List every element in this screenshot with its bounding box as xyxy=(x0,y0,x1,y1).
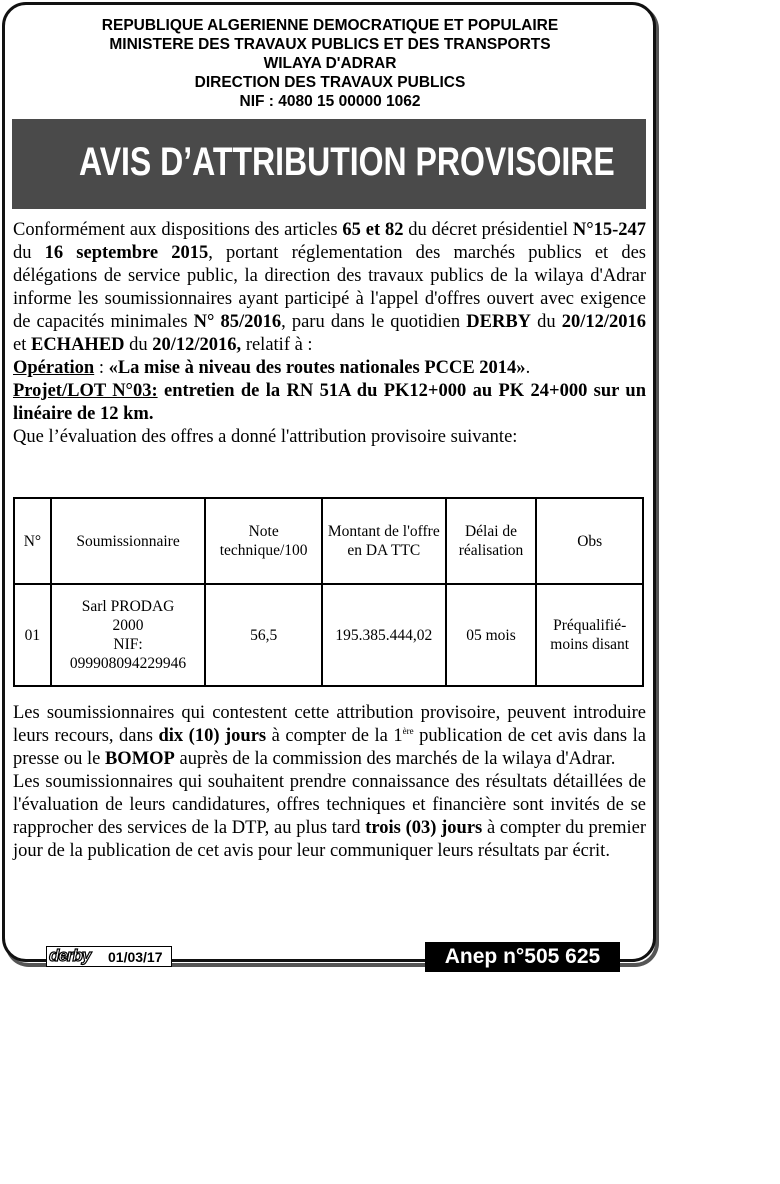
results-days: trois (03) jours xyxy=(365,818,483,838)
cell-amount: 195.385.444,02 xyxy=(322,584,446,686)
header-line-republic: REPUBLIQUE ALGERIENNE DEMOCRATIQUE ET POPULAIRE xyxy=(101,17,559,34)
results-text: à compter du premier jour de la publication de cet avis pour leur communiquer leurs résultats par écrit. xyxy=(13,818,646,861)
title-banner-text xyxy=(12,119,646,209)
col-header-amount: Montant de l'offre en DA TTC xyxy=(322,498,446,584)
recours-text: à compter de la 1 xyxy=(266,726,403,746)
intro-newspaper-1-date: 20/12/2016 xyxy=(561,312,647,332)
newspaper-stamp xyxy=(46,946,172,967)
operation-separator: : xyxy=(94,358,109,378)
recours-days: dix (10) jours xyxy=(158,726,267,746)
operation-value: «La mise à niveau des routes nationales PCCE 2014» xyxy=(108,358,526,378)
bidder-name: Sarl PRODAG xyxy=(81,598,175,615)
intro-text: Conformément aux dispositions des articles xyxy=(13,220,343,240)
intro-newspaper-2: ECHAHED xyxy=(30,335,125,355)
recours-bomop: BOMOP xyxy=(104,749,175,769)
cell-obs: Préqualifié-moins disant xyxy=(536,584,643,686)
intro-text: du décret présidentiel xyxy=(403,220,573,240)
intro-text: , portant réglementation des marchés publics et des délégations de service public, la direction des travaux publics de la wilaya d'Adrar informe les soumissionnaires ayant participé à l'appel d'offres ouvert avec exigence de capacités minimales xyxy=(13,243,646,332)
intro-paragraph xyxy=(13,219,646,449)
col-header-number: N° xyxy=(14,498,51,584)
header-line-ministry: MINISTERE DES TRAVAUX PUBLICS ET DES TRANSPORTS xyxy=(109,36,551,53)
bidder-nif-value: 099908094229946 xyxy=(69,655,187,672)
bidder-nif-label: NIF: xyxy=(113,636,143,653)
col-header-obs: Obs xyxy=(536,498,643,584)
results-text: Les soumissionnaires qui souhaitent prendre connaissance des résultats détaillées de l'évaluation de leurs candidatures, offres techniques et financière sont invités de se rapprocher des services de la DTP, au plus tard xyxy=(13,772,646,838)
cell-delay: 05 mois xyxy=(446,584,537,686)
cell-bidder xyxy=(51,584,206,686)
recours-text: Les soumissionnaires qui contestent cette attribution provisoire, peuvent introduire leurs recours, dans xyxy=(13,703,646,746)
col-header-bidder: Soumissionnaire xyxy=(51,498,206,584)
operation-label: Opération xyxy=(13,358,95,378)
evaluation-line: Que l’évaluation des offres a donné l'attribution provisoire suivante: xyxy=(13,427,518,447)
intro-decree-date: 16 septembre 2015 xyxy=(44,243,209,263)
header-line-direction: DIRECTION DES TRAVAUX PUBLICS xyxy=(194,74,466,91)
intro-newspaper-2-date: 20/12/2016, xyxy=(152,335,242,355)
col-header-technical-score: Note technique/100 xyxy=(205,498,322,584)
intro-newspaper-1: DERBY xyxy=(466,312,532,332)
col-header-delay: Délai de réalisation xyxy=(446,498,537,584)
cell-technical-score: 56,5 xyxy=(205,584,322,686)
bidder-name-cont: 2000 xyxy=(112,617,144,634)
results-paragraph xyxy=(13,771,646,863)
newspaper-logo: derby xyxy=(49,946,91,965)
intro-text: du xyxy=(124,335,153,355)
intro-tender-number: N° 85/2016 xyxy=(193,312,282,332)
operation-end: . xyxy=(525,358,531,378)
results-table xyxy=(13,497,644,687)
header xyxy=(0,16,660,111)
intro-text: du xyxy=(13,243,45,263)
publication-date: 01/03/17 xyxy=(108,949,163,965)
page-title: AVIS D’ATTRIBUTION PROVISOIRE xyxy=(78,140,615,184)
recours-text: publication de cet avis dans la presse ou le xyxy=(13,726,646,769)
closing-paragraphs xyxy=(13,702,646,863)
recours-text: auprès de la commission des marchés de la wilaya d'Adrar. xyxy=(174,749,616,769)
intro-decree: N°15-247 xyxy=(572,220,646,240)
recours-superscript: ère xyxy=(402,725,414,736)
projet-label: Projet/LOT N°03: xyxy=(13,381,158,401)
intro-text: relatif à : xyxy=(241,335,313,355)
intro-text: et xyxy=(13,335,31,355)
anep-reference: Anep n°505 625 xyxy=(425,942,620,972)
intro-text: , paru dans le quotidien xyxy=(281,312,467,332)
projet-value: entretien de la RN 51A du PK12+000 au PK 24+000 sur un linéaire de 12 km. xyxy=(13,381,646,424)
cell-number: 01 xyxy=(14,584,51,686)
table-row xyxy=(14,584,643,686)
intro-text: du xyxy=(531,312,562,332)
header-line-nif: NIF : 4080 15 00000 1062 xyxy=(239,93,421,110)
header-line-wilaya: WILAYA D'ADRAR xyxy=(263,55,397,72)
table-header-row xyxy=(14,498,643,584)
recours-paragraph xyxy=(13,702,646,771)
intro-articles: 65 et 82 xyxy=(342,220,404,240)
